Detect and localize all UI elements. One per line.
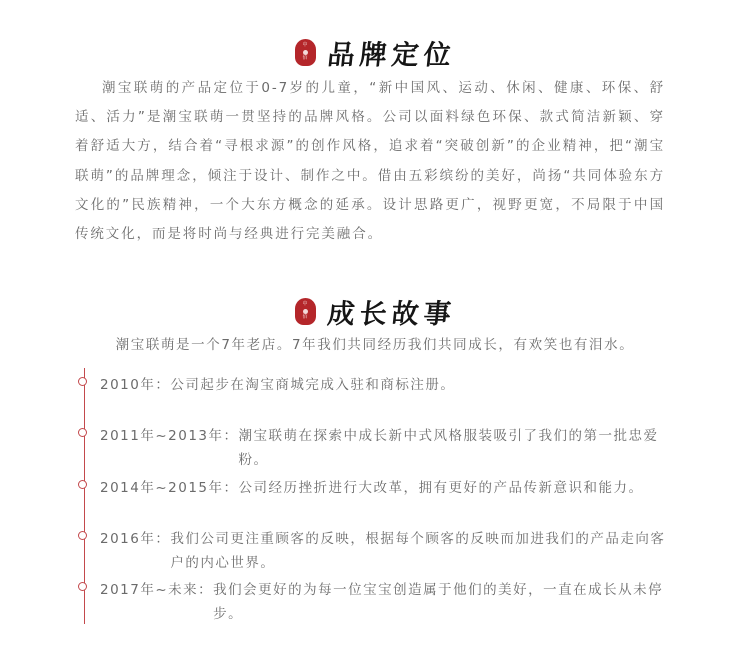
seal-stamp-icon (295, 298, 316, 325)
seal-stamp-text-top: 中 (302, 42, 308, 48)
brand-positioning-heading (0, 33, 750, 72)
brand-positioning-paragraph: 潮宝联萌的产品定位于0-7岁的儿童，“新中国风、运动、休闲、健康、环保、舒适、活力”是潮宝联萌一贯坚持的品牌风格。公司以面料绿色环保、款式简洁新颖、穿着舒适大方，结合着“寻根求源”的创作风格，追求着“突破创新”的企业精神，把“潮宝联萌”的品牌理念，倾注于设计、制作之中。借由五彩缤纷的美好，尚扬“共同体验东方文化的”民族精神，一个大东方概念的延承。设计思路更广，视野更宽，不局限于中国传统文化，而是将时尚与经典进行完美融合。 (75, 80, 665, 243)
seal-stamp-text-mid: 佰 (302, 55, 308, 61)
timeline-year: 2017年~未来： (100, 582, 214, 598)
timeline-item (78, 578, 668, 626)
timeline-item (78, 527, 668, 575)
timeline-year: 2010年： (100, 377, 171, 393)
timeline-text: 我们会更好的为每一位宝宝创造属于他们的美好，一直在成长从未停步。 (213, 582, 664, 622)
growth-story-heading (0, 292, 750, 331)
timeline-dot (78, 428, 87, 437)
timeline-dot (78, 480, 87, 489)
growth-story-intro: 潮宝联萌是一个7年老店。7年我们共同经历我们共同成长，有欢笑也有泪水。 (115, 337, 635, 353)
timeline-item (78, 424, 668, 472)
brand-positioning-title: 品牌定位 (325, 40, 457, 71)
timeline-dot (78, 582, 87, 591)
timeline-text: 我们公司更注重顾客的反映，根据每个顾客的反映而加进我们的产品走向客户的内心世界。 (170, 531, 666, 571)
timeline-year: 2016年： (100, 531, 171, 547)
timeline-dot (78, 531, 87, 540)
timeline-text: 公司经历挫折进行大改革，拥有更好的产品传新意识和能力。 (238, 480, 644, 496)
seal-stamp-text-mid: 佰 (302, 314, 308, 320)
seal-stamp-text-top: 中 (302, 301, 308, 307)
timeline-item (78, 373, 668, 397)
seal-stamp-icon (295, 39, 316, 66)
timeline-year: 2011年~2013年： (100, 428, 239, 444)
timeline-text: 潮宝联萌在探索中成长新中式风格服装吸引了我们的第一批忠爱粉。 (238, 428, 659, 468)
growth-story-title: 成长故事 (325, 299, 457, 330)
timeline-item (78, 476, 668, 500)
timeline-year: 2014年~2015年： (100, 480, 239, 496)
timeline-dot (78, 377, 87, 386)
timeline-text: 公司起步在淘宝商城完成入驻和商标注册。 (170, 377, 456, 393)
